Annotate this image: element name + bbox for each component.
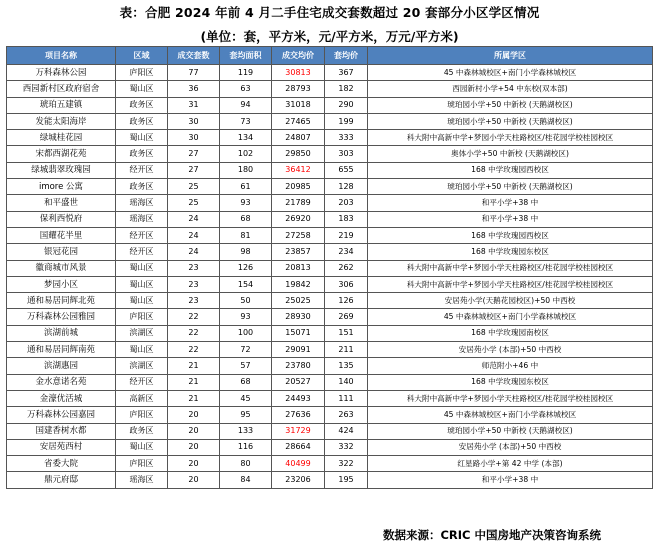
cell-district: 经开区: [116, 227, 168, 243]
cell-school-district: 安居苑小学 (本部)+50 中西校: [368, 342, 653, 358]
cell-school-district: 科大附中高新中学+梦园小学天柱路校区/桂花园学校桂园校区: [368, 390, 653, 406]
cell-school-district: 45 中森林城校区+南门小学森林城校区: [368, 407, 653, 423]
cell-avg-area: 84: [220, 472, 272, 488]
header-units-sold: 成交套数: [168, 47, 220, 65]
cell-school-district: 科大附中高新中学+梦园小学天柱路校区/桂花园学校桂园校区: [368, 276, 653, 292]
cell-school-district: 红星路小学+第 42 中学 (本部): [368, 456, 653, 472]
cell-avg-total-price: 655: [325, 162, 368, 178]
cell-avg-total-price: 269: [325, 309, 368, 325]
cell-district: 蜀山区: [116, 293, 168, 309]
cell-avg-total-price: 211: [325, 342, 368, 358]
cell-project-name: 金濠优活城: [7, 390, 116, 406]
cell-units-sold: 27: [168, 146, 220, 162]
cell-units-sold: 25: [168, 179, 220, 195]
cell-avg-total-price: 199: [325, 113, 368, 129]
cell-avg-price: 28664: [272, 439, 325, 455]
cell-avg-total-price: 219: [325, 227, 368, 243]
table-row: [7, 130, 653, 146]
cell-units-sold: 21: [168, 390, 220, 406]
table-row: [7, 81, 653, 97]
cell-avg-price: 27636: [272, 407, 325, 423]
cell-units-sold: 30: [168, 113, 220, 129]
cell-project-name: 绿城翡翠玫瑰园: [7, 162, 116, 178]
cell-project-name: 安居苑西村: [7, 439, 116, 455]
cell-project-name: 绿城桂花园: [7, 130, 116, 146]
cell-district: 庐阳区: [116, 65, 168, 81]
cell-project-name: 和平盛世: [7, 195, 116, 211]
cell-project-name: 通和易居同辉北苑: [7, 293, 116, 309]
cell-district: 蜀山区: [116, 276, 168, 292]
cell-project-name: 通和易居同辉南苑: [7, 342, 116, 358]
cell-avg-total-price: 303: [325, 146, 368, 162]
cell-avg-total-price: 126: [325, 293, 368, 309]
cell-units-sold: 20: [168, 423, 220, 439]
cell-school-district: 45 中森林城校区+南门小学森林城校区: [368, 65, 653, 81]
cell-project-name: 梦园小区: [7, 276, 116, 292]
table-row: [7, 146, 653, 162]
cell-district: 政务区: [116, 146, 168, 162]
cell-avg-total-price: 182: [325, 81, 368, 97]
cell-project-name: 万科森林公园嘉园: [7, 407, 116, 423]
cell-project-name: 宋都西湖花苑: [7, 146, 116, 162]
table-row: [7, 276, 653, 292]
school-district-table: [6, 46, 653, 489]
cell-units-sold: 23: [168, 260, 220, 276]
cell-avg-area: 98: [220, 244, 272, 260]
cell-avg-total-price: 332: [325, 439, 368, 455]
cell-avg-price: 15071: [272, 325, 325, 341]
cell-district: 滨湖区: [116, 358, 168, 374]
cell-school-district: 168 中学玫瑰园南校区: [368, 325, 653, 341]
cell-project-name: 国建香树水都: [7, 423, 116, 439]
cell-district: 瑶海区: [116, 211, 168, 227]
cell-avg-price: 20985: [272, 179, 325, 195]
data-source: 数据来源：CRIC 中国房地产决策咨询系统: [382, 528, 601, 542]
table-row: [7, 195, 653, 211]
cell-units-sold: 20: [168, 472, 220, 488]
cell-school-district: 科大附中高新中学+梦园小学天柱路校区/桂花园学校桂园校区: [368, 130, 653, 146]
cell-district: 滨湖区: [116, 325, 168, 341]
cell-avg-total-price: 234: [325, 244, 368, 260]
cell-avg-total-price: 290: [325, 97, 368, 113]
cell-district: 瑶海区: [116, 472, 168, 488]
cell-district: 政务区: [116, 97, 168, 113]
table-row: [7, 325, 653, 341]
cell-avg-area: 119: [220, 65, 272, 81]
cell-school-district: 琥珀园小学+50 中新校 (天鹅湖校区): [368, 113, 653, 129]
cell-units-sold: 77: [168, 65, 220, 81]
table-row: [7, 309, 653, 325]
cell-school-district: 琥珀园小学+50 中新校 (天鹅湖校区): [368, 423, 653, 439]
cell-district: 庐阳区: [116, 309, 168, 325]
cell-avg-area: 68: [220, 211, 272, 227]
cell-project-name: imore 公寓: [7, 179, 116, 195]
cell-avg-total-price: 203: [325, 195, 368, 211]
cell-avg-area: 180: [220, 162, 272, 178]
cell-avg-total-price: 367: [325, 65, 368, 81]
cell-units-sold: 20: [168, 407, 220, 423]
cell-district: 经开区: [116, 244, 168, 260]
cell-district: 经开区: [116, 374, 168, 390]
table-row: [7, 342, 653, 358]
cell-avg-area: 94: [220, 97, 272, 113]
cell-avg-total-price: 111: [325, 390, 368, 406]
cell-avg-area: 93: [220, 195, 272, 211]
table-row: [7, 439, 653, 455]
cell-avg-total-price: 263: [325, 407, 368, 423]
table-row: [7, 472, 653, 488]
cell-units-sold: 25: [168, 195, 220, 211]
cell-avg-area: 57: [220, 358, 272, 374]
cell-avg-price: 26920: [272, 211, 325, 227]
table-row: [7, 244, 653, 260]
cell-avg-area: 100: [220, 325, 272, 341]
cell-avg-price: 36412: [272, 162, 325, 178]
cell-avg-price: 40499: [272, 456, 325, 472]
cell-project-name: 滨湖惠园: [7, 358, 116, 374]
cell-avg-area: 73: [220, 113, 272, 129]
cell-project-name: 万科森林公园雅园: [7, 309, 116, 325]
cell-avg-total-price: 140: [325, 374, 368, 390]
table-row: [7, 358, 653, 374]
cell-district: 蜀山区: [116, 342, 168, 358]
table-row: [7, 162, 653, 178]
cell-avg-price: 29091: [272, 342, 325, 358]
cell-school-district: 琥珀园小学+50 中新校 (天鹅湖校区): [368, 179, 653, 195]
table-row: [7, 65, 653, 81]
cell-school-district: 和平小学+38 中: [368, 211, 653, 227]
table-row: [7, 423, 653, 439]
cell-units-sold: 30: [168, 130, 220, 146]
cell-school-district: 168 中学玫瑰园西校区: [368, 227, 653, 243]
table-body: [7, 65, 653, 489]
cell-project-name: 鼎元府邸: [7, 472, 116, 488]
cell-district: 蜀山区: [116, 439, 168, 455]
table-row: [7, 179, 653, 195]
cell-avg-price: 23206: [272, 472, 325, 488]
cell-avg-area: 134: [220, 130, 272, 146]
cell-units-sold: 31: [168, 97, 220, 113]
header-avg-total-price: 套均价: [325, 47, 368, 65]
cell-district: 经开区: [116, 162, 168, 178]
cell-school-district: 师范附小+46 中: [368, 358, 653, 374]
cell-avg-area: 72: [220, 342, 272, 358]
table-row: [7, 227, 653, 243]
cell-school-district: 安居苑小学 (本部)+50 中西校: [368, 439, 653, 455]
cell-project-name: 保利西悦府: [7, 211, 116, 227]
cell-units-sold: 22: [168, 342, 220, 358]
cell-avg-area: 80: [220, 456, 272, 472]
cell-avg-price: 29850: [272, 146, 325, 162]
cell-units-sold: 22: [168, 325, 220, 341]
cell-project-name: 琥珀五建镇: [7, 97, 116, 113]
cell-project-name: 银冠花园: [7, 244, 116, 260]
cell-school-district: 琥珀园小学+50 中新校 (天鹅湖校区): [368, 97, 653, 113]
cell-avg-price: 20527: [272, 374, 325, 390]
cell-school-district: 168 中学玫瑰园东校区: [368, 374, 653, 390]
cell-avg-price: 27258: [272, 227, 325, 243]
cell-district: 政务区: [116, 179, 168, 195]
table-row: [7, 293, 653, 309]
cell-school-district: 和平小学+38 中: [368, 195, 653, 211]
table-row: [7, 456, 653, 472]
header-avg-area: 套均面积: [220, 47, 272, 65]
header-school-district: 所属学区: [368, 47, 653, 65]
cell-avg-area: 116: [220, 439, 272, 455]
cell-units-sold: 23: [168, 293, 220, 309]
cell-avg-total-price: 183: [325, 211, 368, 227]
cell-units-sold: 21: [168, 374, 220, 390]
cell-project-name: 发能太阳海岸: [7, 113, 116, 129]
cell-project-name: 滨湖前城: [7, 325, 116, 341]
cell-units-sold: 23: [168, 276, 220, 292]
cell-avg-total-price: 306: [325, 276, 368, 292]
cell-school-district: 安居苑小学(天鹅花园校区)+50 中西校: [368, 293, 653, 309]
cell-project-name: 国耀花半里: [7, 227, 116, 243]
cell-avg-price: 24807: [272, 130, 325, 146]
cell-project-name: 西园新村区政府宿舍: [7, 81, 116, 97]
cell-avg-total-price: 195: [325, 472, 368, 488]
cell-avg-area: 93: [220, 309, 272, 325]
cell-units-sold: 24: [168, 227, 220, 243]
cell-avg-total-price: 424: [325, 423, 368, 439]
cell-avg-total-price: 151: [325, 325, 368, 341]
cell-avg-area: 68: [220, 374, 272, 390]
cell-avg-area: 102: [220, 146, 272, 162]
table-header-row: [7, 47, 653, 65]
cell-avg-price: 31729: [272, 423, 325, 439]
cell-school-district: 西园新村小学+54 中东校(双本部): [368, 81, 653, 97]
cell-avg-area: 81: [220, 227, 272, 243]
cell-project-name: 万科森林公园: [7, 65, 116, 81]
units-note: (单位：套，平方米，元/平方米，万元/平方米): [200, 29, 459, 44]
cell-district: 蜀山区: [116, 81, 168, 97]
table-row: [7, 374, 653, 390]
cell-avg-total-price: 135: [325, 358, 368, 374]
table-row: [7, 390, 653, 406]
cell-district: 瑶海区: [116, 195, 168, 211]
cell-avg-area: 50: [220, 293, 272, 309]
cell-avg-total-price: 322: [325, 456, 368, 472]
cell-avg-total-price: 128: [325, 179, 368, 195]
header-avg-price: 成交均价: [272, 47, 325, 65]
cell-avg-price: 25025: [272, 293, 325, 309]
cell-units-sold: 20: [168, 456, 220, 472]
cell-district: 蜀山区: [116, 260, 168, 276]
cell-avg-area: 154: [220, 276, 272, 292]
cell-school-district: 科大附中高新中学+梦园小学天柱路校区/桂花园学校桂园校区: [368, 260, 653, 276]
table-row: [7, 407, 653, 423]
cell-avg-total-price: 262: [325, 260, 368, 276]
cell-avg-price: 28930: [272, 309, 325, 325]
cell-district: 政务区: [116, 113, 168, 129]
cell-units-sold: 22: [168, 309, 220, 325]
cell-avg-area: 63: [220, 81, 272, 97]
cell-avg-price: 23780: [272, 358, 325, 374]
cell-avg-price: 27465: [272, 113, 325, 129]
table-row: [7, 113, 653, 129]
cell-district: 庐阳区: [116, 407, 168, 423]
cell-units-sold: 21: [168, 358, 220, 374]
cell-avg-price: 20813: [272, 260, 325, 276]
cell-avg-price: 30813: [272, 65, 325, 81]
cell-avg-price: 24493: [272, 390, 325, 406]
cell-project-name: 金水意诺名苑: [7, 374, 116, 390]
cell-district: 蜀山区: [116, 130, 168, 146]
cell-school-district: 45 中森林城校区+南门小学森林城校区: [368, 309, 653, 325]
header-project-name: 项目名称: [7, 47, 116, 65]
cell-units-sold: 24: [168, 244, 220, 260]
table-row: [7, 211, 653, 227]
cell-district: 高新区: [116, 390, 168, 406]
cell-district: 庐阳区: [116, 456, 168, 472]
cell-units-sold: 24: [168, 211, 220, 227]
table-row: [7, 260, 653, 276]
cell-avg-price: 19842: [272, 276, 325, 292]
cell-avg-price: 21789: [272, 195, 325, 211]
cell-avg-price: 31018: [272, 97, 325, 113]
header-district: 区域: [116, 47, 168, 65]
cell-district: 政务区: [116, 423, 168, 439]
cell-avg-area: 45: [220, 390, 272, 406]
cell-avg-area: 61: [220, 179, 272, 195]
cell-project-name: 徽商城市风景: [7, 260, 116, 276]
cell-units-sold: 20: [168, 439, 220, 455]
cell-school-district: 奥体小学+50 中新校 (天鹅湖校区): [368, 146, 653, 162]
cell-avg-price: 28793: [272, 81, 325, 97]
cell-units-sold: 36: [168, 81, 220, 97]
table-row: [7, 97, 653, 113]
cell-avg-price: 23857: [272, 244, 325, 260]
cell-school-district: 和平小学+38 中: [368, 472, 653, 488]
cell-avg-area: 126: [220, 260, 272, 276]
page-title: 表：合肥 2024 年前 4 月二手住宅成交套数超过 20 套部分小区学区情况: [119, 5, 540, 20]
cell-avg-area: 133: [220, 423, 272, 439]
cell-avg-total-price: 333: [325, 130, 368, 146]
cell-avg-area: 95: [220, 407, 272, 423]
cell-units-sold: 27: [168, 162, 220, 178]
cell-project-name: 省委大院: [7, 456, 116, 472]
cell-school-district: 168 中学玫瑰园西校区: [368, 162, 653, 178]
cell-school-district: 168 中学玫瑰园东校区: [368, 244, 653, 260]
